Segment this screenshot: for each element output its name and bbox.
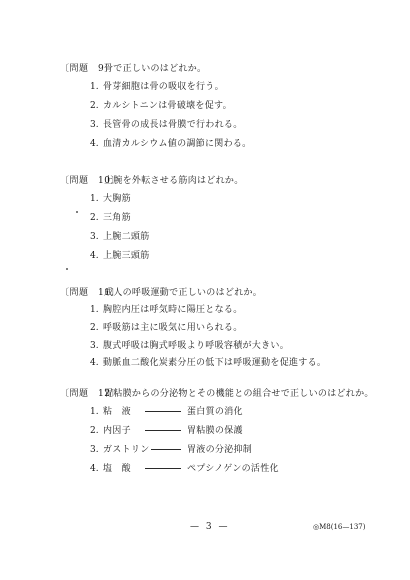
option-number: 4.	[90, 251, 99, 261]
option-number: 4.	[90, 358, 99, 368]
connector-line	[145, 411, 181, 412]
secretion-term: 内因子	[103, 426, 131, 436]
function-text: 蛋白質の消化	[187, 407, 243, 417]
option-text: 三角筋	[103, 213, 131, 223]
question-stem: 上腕を外転させる筋肉はどれか。	[104, 176, 244, 186]
question-label: 〔問題 10〕	[60, 176, 120, 186]
option-number: 2.	[90, 213, 99, 223]
option-3	[90, 231, 150, 243]
option-text: 上腕三頭筋	[103, 251, 150, 261]
option-text: 腹式呼吸は胸式呼吸より呼吸容積が大きい。	[103, 341, 290, 351]
option-4	[90, 357, 326, 369]
option-1	[90, 193, 131, 205]
option-2	[90, 100, 232, 112]
secretion-term: 粘 液	[103, 407, 131, 417]
option-text: 血清カルシウム値の調節に関わる。	[103, 139, 252, 149]
function-text: 胃粘膜の保護	[187, 426, 243, 436]
option-number: 4.	[90, 464, 99, 474]
question-label: 〔問題 11〕	[60, 288, 120, 298]
question-label: 〔問題 9〕	[60, 64, 114, 74]
function-text: ペプシノゲンの活性化	[187, 464, 279, 474]
option-number: 1.	[90, 194, 99, 204]
option-number: 3.	[90, 445, 99, 455]
connector-line	[145, 430, 181, 431]
option-number: 2.	[90, 323, 99, 333]
option-1	[90, 406, 243, 418]
option-3	[90, 119, 243, 131]
option-text: 呼吸筋は主に吸気に用いられる。	[103, 323, 243, 333]
option-number: 3.	[90, 341, 99, 351]
option-text: 骨芽細胞は骨の吸収を行う。	[103, 82, 224, 92]
option-text: 上腕二頭筋	[103, 232, 150, 242]
function-text: 胃液の分泌抑制	[187, 445, 253, 455]
option-text: 大胸筋	[103, 194, 131, 204]
question-header	[60, 63, 206, 75]
question-header	[60, 388, 374, 400]
question-stem: 成人の呼吸運動で正しいのはどれか。	[104, 288, 263, 298]
secretion-term: 塩 酸	[103, 464, 131, 474]
option-text: 動脈血二酸化炭素分圧の低下は呼吸運動を促進する。	[103, 358, 327, 368]
option-number: 1.	[90, 407, 99, 417]
exam-code: ◎M8(16—137)	[313, 523, 366, 531]
option-number: 2.	[90, 426, 99, 436]
option-text: カルシトニンは骨破壊を促す。	[103, 101, 232, 111]
connector-line	[151, 449, 181, 450]
option-4	[90, 138, 252, 150]
question-stem: 骨で正しいのはどれか。	[104, 64, 207, 74]
option-number: 3.	[90, 120, 99, 130]
option-number: 1.	[90, 305, 99, 315]
option-number: 2.	[90, 101, 99, 111]
option-2	[90, 425, 243, 437]
question-header	[60, 287, 262, 299]
option-number: 3.	[90, 232, 99, 242]
option-2	[90, 212, 131, 224]
page-number: — 3 —	[190, 522, 230, 532]
secretion-term: ガストリン	[103, 445, 150, 455]
option-text: 長管骨の成長は骨膜で行われる。	[103, 120, 243, 130]
question-header	[60, 175, 244, 187]
option-1	[90, 304, 243, 316]
option-number: 4.	[90, 139, 99, 149]
connector-line	[145, 468, 181, 469]
scan-speck	[76, 211, 78, 213]
option-3	[90, 444, 252, 456]
option-4	[90, 463, 279, 475]
option-1	[90, 81, 224, 93]
scan-speck	[66, 268, 68, 270]
option-4	[90, 250, 150, 262]
question-stem: 胃粘膜からの分泌物とその機能との組合せで正しいのはどれか。	[104, 389, 374, 399]
question-label: 〔問題 12〕	[60, 389, 120, 399]
option-number: 1.	[90, 82, 99, 92]
option-2	[90, 322, 243, 334]
option-text: 胸腔内圧は呼気時に陽圧となる。	[103, 305, 243, 315]
option-3	[90, 340, 289, 352]
